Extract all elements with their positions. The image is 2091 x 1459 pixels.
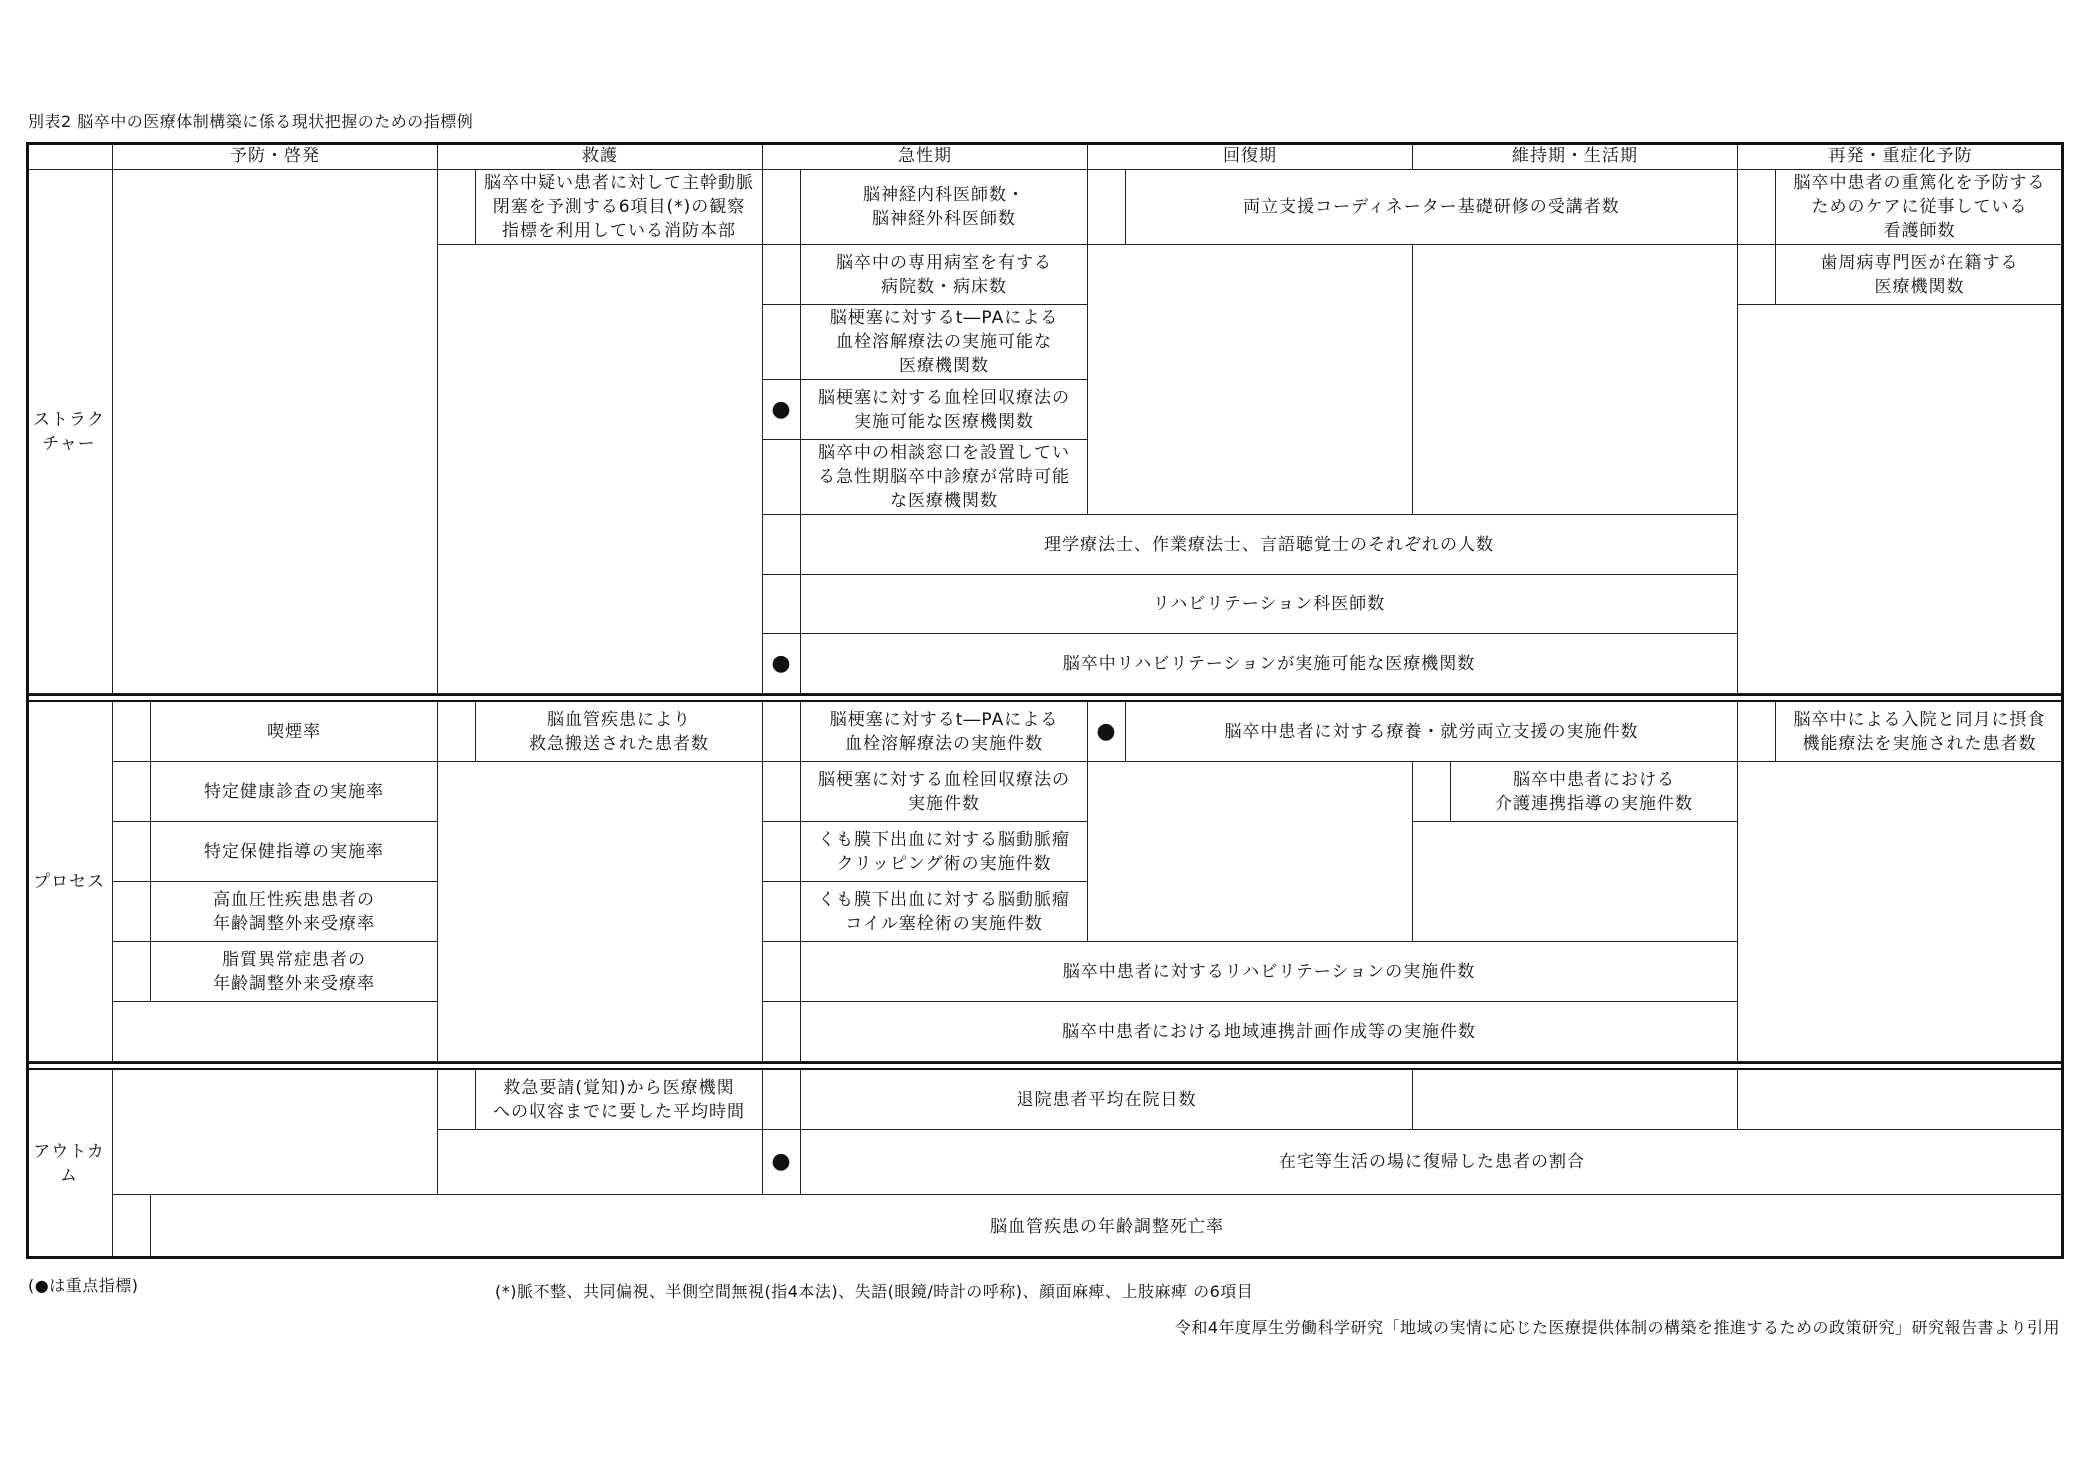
process-maintenance-empty [1413, 822, 1738, 942]
marker-cell [113, 882, 151, 942]
structure-prevention-empty [113, 170, 438, 694]
process-hypertension: 高血圧性疾患患者の 年齢調整外来受療率 [151, 882, 438, 942]
header-prevention: 予防・啓発 [113, 142, 438, 170]
process-coil: くも膜下出血に対する脳動脈瘤 コイル塞栓術の実施件数 [801, 882, 1088, 942]
structure-thrombectomy-capable: 脳梗塞に対する血栓回収療法の 実施可能な医療機関数 [801, 380, 1088, 440]
header-acute: 急性期 [763, 142, 1088, 170]
header-maintenance: 維持期・生活期 [1413, 142, 1738, 170]
outcome-return-home: 在宅等生活の場に復帰した患者の割合 [801, 1130, 2064, 1195]
marker-cell [763, 942, 801, 1002]
marker-cell [763, 305, 801, 380]
marker-cell [438, 1070, 476, 1130]
marker-cell [763, 245, 801, 305]
outcome-arrival-time: 救急要請(覚知)から医療機関 への収容までに要した平均時間 [476, 1070, 763, 1130]
marker-cell [438, 702, 476, 762]
process-recovery-empty [1088, 762, 1413, 942]
header-recurrence: 再発・重症化予防 [1738, 142, 2064, 170]
marker-cell [763, 170, 801, 245]
marker-cell [113, 822, 151, 882]
process-guidance: 特定保健指導の実施率 [151, 822, 438, 882]
process-rehab-cases: 脳卒中患者に対するリハビリテーションの実施件数 [801, 942, 1738, 1002]
structure-nurse: 脳卒中患者の重篤化を予防する ためのケアに従事している 看護師数 [1776, 170, 2064, 245]
process-checkup: 特定健康診査の実施率 [151, 762, 438, 822]
process-recurrence-empty [1738, 762, 2064, 1062]
process-regional-plan: 脳卒中患者における地域連携計画作成等の実施件数 [801, 1002, 1738, 1062]
structure-rehab-facilities: 脳卒中リハビリテーションが実施可能な医療機関数 [801, 634, 1738, 694]
marker-cell [763, 515, 801, 575]
process-care-coordination: 脳卒中患者における 介護連携指導の実施件数 [1451, 762, 1738, 822]
header-recovery: 回復期 [1088, 142, 1413, 170]
priority-marker: ● [763, 1130, 801, 1195]
outcome-stay-days: 退院患者平均在院日数 [801, 1070, 1413, 1130]
process-swallowing: 脳卒中による入院と同月に摂食 機能療法を実施された患者数 [1776, 702, 2064, 762]
marker-cell [763, 882, 801, 942]
marker-cell [1738, 245, 1776, 305]
six-items-note: (*)脈不整、共同偏視、半側空間無視(指4本法)、失語(眼鏡/時計の呼称)、顔面麻痺、上肢麻痺 の6項目 [495, 1282, 1254, 1301]
outcome-recurrence-empty [1738, 1070, 2064, 1130]
structure-rescue-empty [438, 245, 763, 694]
structure-tpa-capable: 脳梗塞に対するt―PAによる 血栓溶解療法の実施可能な 医療機関数 [801, 305, 1088, 380]
outcome-prevention-empty [113, 1070, 438, 1195]
section-process: プロセス [26, 702, 113, 1062]
marker-cell [113, 1195, 151, 1259]
source-citation: 令和4年度厚生労働科学研究「地域の実情に応じた医療提供体制の構築を推進するための政策研究」研究報告書より引用 [1174, 1318, 2060, 1337]
marker-cell [113, 702, 151, 762]
structure-rescue-indicator: 脳卒中疑い患者に対して主幹動脈 閉塞を予測する6項目(*)の観察 指標を利用している消防本部 [476, 170, 763, 245]
marker-cell [113, 942, 151, 1002]
marker-cell [1738, 170, 1776, 245]
structure-rescue-marker [438, 170, 476, 245]
priority-marker: ● [763, 380, 801, 440]
section-structure: ストラク チャー [26, 170, 113, 694]
process-rescue-empty [438, 762, 763, 1062]
outcome-mortality: 脳血管疾患の年齢調整死亡率 [151, 1195, 2064, 1259]
marker-cell [1413, 762, 1451, 822]
process-clipping: くも膜下出血に対する脳動脈瘤 クリッピング術の実施件数 [801, 822, 1088, 882]
marker-cell [113, 762, 151, 822]
marker-cell [763, 1070, 801, 1130]
outcome-maintenance-empty [1413, 1070, 1738, 1130]
process-tpa-cases: 脳梗塞に対するt―PAによる 血栓溶解療法の実施件数 [801, 702, 1088, 762]
priority-marker: ● [1088, 702, 1126, 762]
header-blank [26, 142, 113, 170]
structure-consult-desk: 脳卒中の相談窓口を設置してい る急性期脳卒中診療が常時可能 な医療機関数 [801, 440, 1088, 515]
marker-cell [1088, 170, 1126, 245]
priority-note: (●は重点指標) [28, 1276, 139, 1295]
structure-coordinator: 両立支援コーディネーター基礎研修の受講者数 [1126, 170, 1738, 245]
marker-cell [763, 762, 801, 822]
structure-recurrence-empty [1738, 305, 2064, 694]
marker-cell [763, 575, 801, 634]
process-thrombectomy-cases: 脳梗塞に対する血栓回収療法の 実施件数 [801, 762, 1088, 822]
marker-cell [763, 822, 801, 882]
structure-maintenance-empty [1413, 245, 1738, 515]
structure-periodontal: 歯周病専門医が在籍する 医療機関数 [1776, 245, 2064, 305]
process-work-support: 脳卒中患者に対する療養・就労両立支援の実施件数 [1126, 702, 1738, 762]
process-transported: 脳血管疾患により 救急搬送された患者数 [476, 702, 763, 762]
structure-rehab-doctors: リハビリテーション科医師数 [801, 575, 1738, 634]
section-outcome: アウトカ ム [26, 1070, 113, 1259]
outcome-rescue-empty [438, 1130, 763, 1195]
process-dyslipidemia: 脂質異常症患者の 年齢調整外来受療率 [151, 942, 438, 1002]
structure-neuro-doctors: 脳神経内科医師数・ 脳神経外科医師数 [801, 170, 1088, 245]
header-rescue: 救護 [438, 142, 763, 170]
section-divider [26, 694, 2064, 702]
marker-cell [763, 440, 801, 515]
priority-marker: ● [763, 634, 801, 694]
process-prevention-empty [113, 1002, 438, 1062]
structure-recovery-empty [1088, 245, 1413, 515]
marker-cell [763, 702, 801, 762]
marker-cell [1738, 702, 1776, 762]
structure-therapists: 理学療法士、作業療法士、言語聴覚士のそれぞれの人数 [801, 515, 1738, 575]
process-smoking: 喫煙率 [151, 702, 438, 762]
section-divider [26, 1062, 2064, 1070]
indicator-table [26, 142, 2064, 1259]
table-caption: 別表2 脳卒中の医療体制構築に係る現状把握のための指標例 [28, 112, 474, 131]
structure-stroke-unit: 脳卒中の専用病室を有する 病院数・病床数 [801, 245, 1088, 305]
marker-cell [763, 1002, 801, 1062]
